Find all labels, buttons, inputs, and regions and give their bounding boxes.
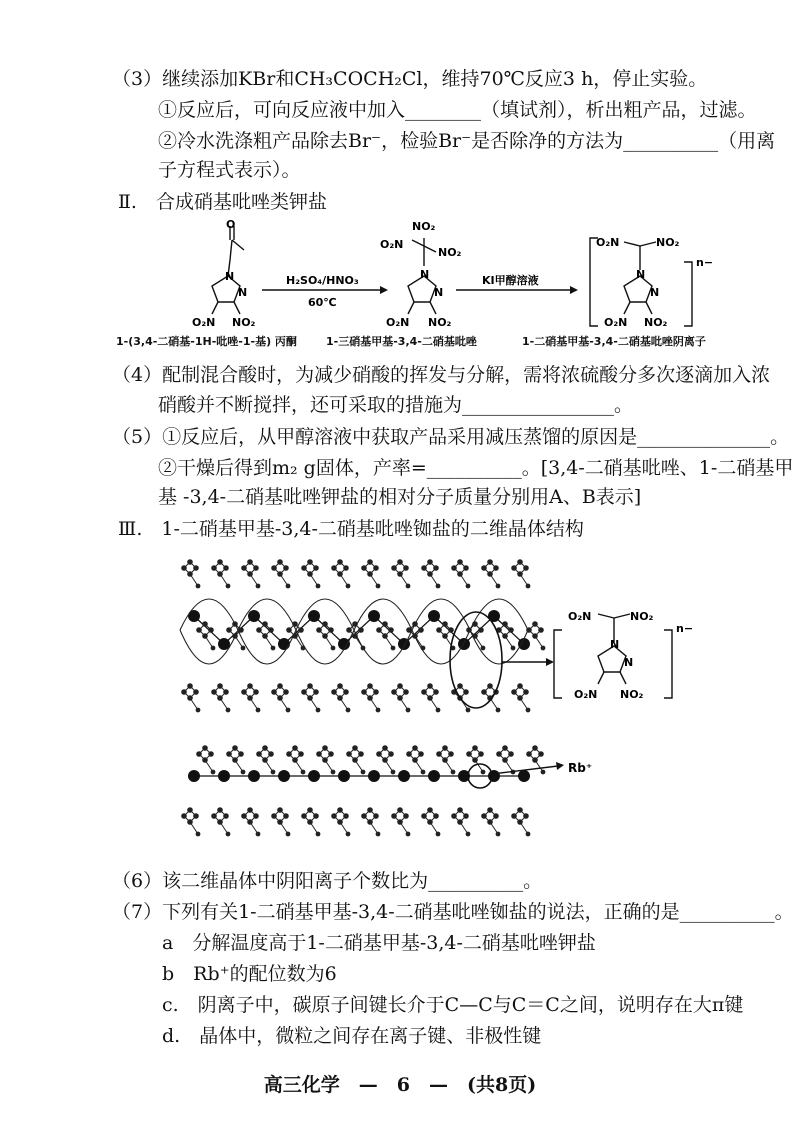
mol3-o2n-ring: O₂N <box>604 316 628 329</box>
anion-atom <box>346 584 351 589</box>
lattice-bond <box>454 562 460 568</box>
anion-atom <box>526 584 531 589</box>
lattice-bond <box>394 686 400 692</box>
lattice-bond <box>184 562 190 568</box>
q3-intro: （3）继续添加KBr和CH₃COCH₂Cl，维持70℃反应3 h，停止实验。 <box>112 68 708 90</box>
anion-atom <box>226 708 231 713</box>
lattice-bond <box>199 748 205 754</box>
lattice-arc <box>180 599 238 630</box>
q5-line2: ②干燥后得到m₂ g固体，产率=__________。[3,4-二硝基吡唑、1-二硝基甲 <box>158 457 794 479</box>
anion-atom <box>256 832 261 837</box>
mol3-n2: N <box>650 286 660 299</box>
mol2-no2-ring: NO₂ <box>428 316 452 329</box>
anion-atom <box>496 584 501 589</box>
lattice-bond <box>214 686 220 692</box>
lattice-bond <box>334 686 340 692</box>
lattice-bond <box>244 562 250 568</box>
anion-atom <box>526 708 531 713</box>
mol3-label: 1-二硝基甲基-3,4-二硝基吡唑阴离子 <box>522 335 706 348</box>
mol2-o2n-ring: O₂N <box>386 316 410 329</box>
rb-label: Rb⁺ <box>568 761 593 775</box>
arrow1-reagent: H₂SO₄/HNO₃ <box>286 274 359 287</box>
anion-n2: N <box>624 656 634 669</box>
mol2-no2-top: NO₂ <box>412 220 436 233</box>
anion-atom <box>331 770 336 775</box>
mol1-o: O <box>226 218 236 231</box>
anion-atom <box>196 708 201 713</box>
anion-atom <box>361 770 366 775</box>
q7-option-a: a 分解温度高于1-二硝基甲基-3,4-二硝基吡唑钾盐 <box>162 932 596 954</box>
lattice-bond <box>439 748 445 754</box>
anion-atom <box>391 770 396 775</box>
lattice-bond <box>409 748 415 754</box>
lattice-bond <box>379 748 385 754</box>
mol2-n2: N <box>434 286 444 299</box>
anion-no2: NO₂ <box>630 610 654 623</box>
mol2-label: 1-三硝基甲基-3,4-二硝基吡唑 <box>326 335 477 348</box>
anion-atom <box>196 832 201 837</box>
mol2-n1: N <box>420 268 430 281</box>
lattice-bond <box>484 562 490 568</box>
anion-atom <box>316 832 321 837</box>
anion-atom <box>331 646 336 651</box>
anion-atom <box>436 832 441 837</box>
lattice-bond <box>364 686 370 692</box>
lattice-bond <box>439 624 445 630</box>
q5-line3: 基 -3,4-二硝基吡唑钾盐的相对分子质量分别用A、B表示] <box>158 486 642 508</box>
anion-atom <box>526 832 531 837</box>
lattice-bond <box>514 686 520 692</box>
arrow1-condition: 60℃ <box>308 296 337 309</box>
mol1-n1: N <box>225 270 235 283</box>
mol3-n1: N <box>636 268 646 281</box>
anion-atom <box>286 708 291 713</box>
crystal-structure-figure <box>170 548 770 848</box>
mol1-no2: NO₂ <box>232 316 256 329</box>
anion-atom <box>376 584 381 589</box>
lattice-bond <box>259 748 265 754</box>
anion-atom <box>466 584 471 589</box>
lattice-bond <box>319 624 325 630</box>
anion-atom <box>496 832 501 837</box>
lattice-bond <box>304 810 310 816</box>
section-2-title: Ⅱ. 合成硝基吡唑类钾盐 <box>118 191 327 213</box>
q7-option-b: b Rb⁺的配位数为6 <box>162 963 337 985</box>
lattice-bond <box>319 748 325 754</box>
anion-atom <box>256 584 261 589</box>
lattice-bond <box>289 748 295 754</box>
lattice-bond <box>274 686 280 692</box>
anion-atom <box>511 646 516 651</box>
anion-atom <box>316 708 321 713</box>
q4-line1: （4）配制混合酸时，为减少硝酸的挥发与分解，需将浓硫酸分多次逐滴加入浓 <box>112 364 771 386</box>
anion-structure <box>554 614 672 698</box>
anion-atom <box>256 708 261 713</box>
lattice-bond <box>529 624 535 630</box>
mol2-no2-right: NO₂ <box>438 246 462 259</box>
q5-line1: （5）①反应后，从甲醇溶液中获取产品采用减压蒸馏的原因是______________。 <box>112 426 790 448</box>
lattice-bond <box>214 562 220 568</box>
lattice-bond <box>364 562 370 568</box>
lattice-bond <box>514 810 520 816</box>
mol3-no2-ring: NO₂ <box>644 316 668 329</box>
anion-atom <box>436 584 441 589</box>
anion-atom <box>496 708 501 713</box>
lattice-bond <box>424 686 430 692</box>
anion-n1: N <box>610 638 620 651</box>
anion-atom <box>226 584 231 589</box>
reaction-scheme <box>112 218 732 348</box>
anion-atom <box>466 832 471 837</box>
anion-charge: n− <box>676 622 694 635</box>
lattice-bond <box>484 686 490 692</box>
anion-atom <box>451 770 456 775</box>
anion-atom <box>406 832 411 837</box>
anion-atom <box>376 708 381 713</box>
anion-atom <box>436 708 441 713</box>
q3-part2-cont: 子方程式表示）。 <box>158 159 301 181</box>
anion-atom <box>241 770 246 775</box>
lattice-bond <box>274 810 280 816</box>
mol1-label: 1-(3,4-二硝基-1H-吡唑-1-基) 丙酮 <box>116 335 297 348</box>
lattice-bond <box>199 624 205 630</box>
q3-part1: ①反应后，可向反应液中加入________（填试剂），析出粗产品，过滤。 <box>158 99 757 121</box>
lattice-bond <box>469 748 475 754</box>
section-3-title: Ⅲ. 1-二硝基甲基-3,4-二硝基吡唑铷盐的二维晶体结构 <box>118 518 584 540</box>
lattice-bond <box>229 748 235 754</box>
lattice-bond <box>424 810 430 816</box>
lattice-bond <box>229 624 235 630</box>
anion-atom <box>286 584 291 589</box>
lattice-bond <box>274 562 280 568</box>
anion-atom <box>271 770 276 775</box>
anion-atom <box>406 584 411 589</box>
anion-atom <box>211 646 216 651</box>
molecule-3 <box>590 238 692 326</box>
lattice-bond <box>244 810 250 816</box>
lattice-bond <box>514 562 520 568</box>
anion-atom <box>541 646 546 651</box>
lattice-bond <box>484 810 490 816</box>
lattice-bond <box>364 810 370 816</box>
anion-atom <box>481 646 486 651</box>
anion-atom <box>226 832 231 837</box>
anion-o2n-ring: O₂N <box>574 688 598 701</box>
anion-atom <box>406 708 411 713</box>
anion-atom <box>421 770 426 775</box>
lattice-bond <box>259 624 265 630</box>
anion-no2-ring: NO₂ <box>620 688 644 701</box>
mol2-o2n: O₂N <box>380 238 404 251</box>
lattice-bond <box>499 748 505 754</box>
lattice-bond <box>424 562 430 568</box>
lattice-arc <box>412 630 470 664</box>
anion-atom <box>211 770 216 775</box>
q7-stem: （7）下列有关1-二硝基甲基-3,4-二硝基吡唑铷盐的说法，正确的是__________。 <box>112 901 794 923</box>
anion-atom <box>196 584 201 589</box>
lattice-bond <box>394 810 400 816</box>
crystal-lattice <box>180 559 545 836</box>
lattice-bond <box>184 686 190 692</box>
q7-option-c: c. 阴离子中，碳原子间键长介于C—C与C＝C之间，说明存在大π键 <box>162 994 744 1016</box>
anion-atom <box>541 770 546 775</box>
rb-ion-atom <box>518 770 530 782</box>
anion-o2n: O₂N <box>568 610 592 623</box>
anion-atom <box>391 646 396 651</box>
lattice-bond <box>184 810 190 816</box>
mol3-charge: n− <box>696 256 714 269</box>
lattice-bond <box>529 748 535 754</box>
anion-atom <box>346 832 351 837</box>
lattice-bond <box>214 810 220 816</box>
lattice-bond <box>334 810 340 816</box>
mol1-o2n: O₂N <box>192 316 216 329</box>
lattice-bond <box>394 562 400 568</box>
mol1-n2: N <box>238 286 248 299</box>
lattice-bond <box>334 562 340 568</box>
lattice-bond <box>499 624 505 630</box>
lattice-bond <box>379 624 385 630</box>
lattice-bond <box>304 686 310 692</box>
lattice-arc <box>412 599 470 630</box>
q4-line2: 硝酸并不断搅拌，还可采取的措施为________________。 <box>158 394 634 416</box>
anion-atom <box>376 832 381 837</box>
anion-atom <box>271 646 276 651</box>
arrow2-reagent: KI甲醇溶液 <box>482 274 539 287</box>
anion-atom <box>481 770 486 775</box>
mol3-o2n: O₂N <box>596 236 620 249</box>
anion-atom <box>346 708 351 713</box>
anion-atom <box>241 646 246 651</box>
lattice-bond <box>304 562 310 568</box>
anion-atom <box>466 708 471 713</box>
anion-atom <box>316 584 321 589</box>
lattice-arc <box>180 630 238 664</box>
lattice-bond <box>349 748 355 754</box>
mol3-no2: NO₂ <box>656 236 680 249</box>
q6: （6）该二维晶体中阴阳离子个数比为__________。 <box>112 870 543 892</box>
anion-atom <box>286 832 291 837</box>
q7-option-d: d. 晶体中，微粒之间存在离子键、非极性键 <box>162 1025 542 1047</box>
q3-part2: ②冷水洗涤粗产品除去Br⁻，检验Br⁻是否除净的方法为__________（用离 <box>158 130 776 152</box>
page-footer: 高三化学 — 6 — (共8页) <box>263 1074 537 1096</box>
lattice-bond <box>244 686 250 692</box>
anion-atom <box>301 770 306 775</box>
lattice-bond <box>454 810 460 816</box>
